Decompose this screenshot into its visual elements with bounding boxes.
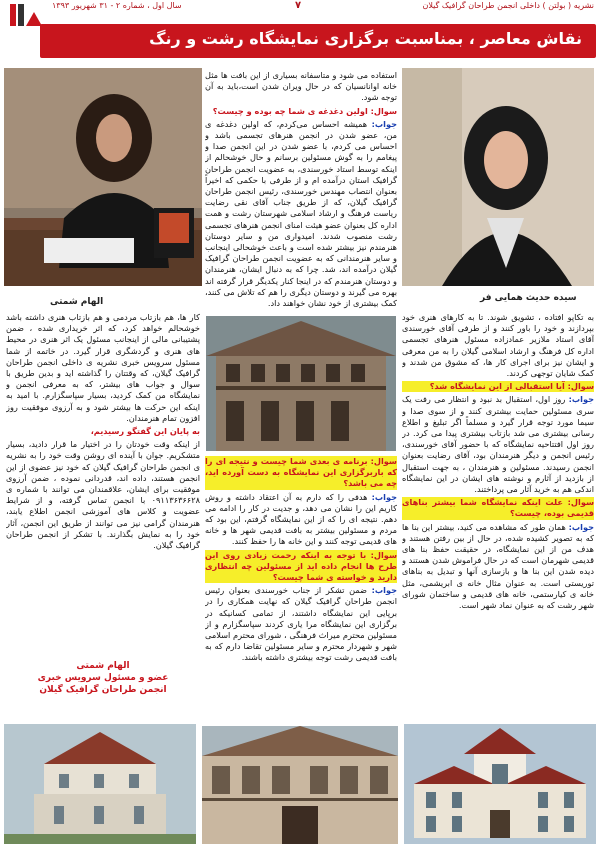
painting-bottom-middle	[202, 726, 398, 844]
answer-paragraph	[205, 585, 397, 663]
article-column-middle-top	[205, 70, 397, 310]
question-heading: سوال: برنامه ی بعدی شما چیست و نتیجه ای را که باربرگزاری این نمایشگاه به دست آورده اید، چه می باشد؟	[205, 456, 397, 489]
portrait-photo-right	[402, 68, 594, 286]
article-column-left-bottom	[6, 312, 200, 652]
painting-bottom-right	[404, 724, 596, 844]
page-number: ۷	[295, 0, 302, 11]
issue-info: سال اول ، شماره ۲ - ۳۱ شهریور ۱۳۹۳	[52, 1, 182, 10]
answer-label: جواب:	[568, 521, 594, 532]
photo-caption-right: سیده حدیث همایی فر	[476, 292, 581, 304]
author-title: عضو و مسئول سرویس خبری	[37, 673, 169, 683]
answer-label: جواب:	[568, 394, 594, 405]
answer-text: روز اول، استقبال بد نبود و انتظار می رفت یک سری مسئولین حمایت بیشتری کنند و از سوی صدا و سیما مورد توجه قرار گیرد و مسلماً اگر تبلیغ و اطلاع رسانی بیشتری می شد بازتاب بیشتری پیدا می کرد. در روز اول افتتاحیه نمایشگاه که با حضور آقای خورسندی، رئیس انجمن و دیگر هنرمندان بود، آقای رضایت بعنوان انجمن رسیدند. مسئولین و هنرمندان ، به جهت استقبال از بازدید از آثارم و نوشته های ایشان در این نمایشگاه اندکی هم به خرید آثار می پرداختند.	[402, 394, 594, 495]
answer-paragraph	[402, 522, 594, 612]
paragraph: کار ها، هم بازتاب مردمی و هم بازتاب هنری داشته باشد خوشحالم خواهد کرد، که اثر خریداری شده ، ضمن پشتیبانی مالی از اینجانب مسئول یک اثر هنری در محیط های هنری و گردشگری قرار گیرد. در خاتمه از شما مسئول سرویس خبری نشریه ی داخلی انجمن طراحان گرافیک گیلان، که وقتتان را گذاشته اید و بدین طریق با سوال و جواب های بیشتر، که به معرفی انجمن و نمایشگاه من کمک کردید، بسیار سپاسگزارم. با امید به اینکه این حرکت ها بیشتر شود و به آرزوی موفقیت روز افزون تمام هنرمندان.	[6, 312, 200, 423]
author-org: انجمن طراحان گرافیک گیلان	[39, 685, 167, 695]
painting-bottom-left	[4, 724, 196, 844]
question-heading: به پایان این گفتگو رسیدیم،	[90, 426, 200, 437]
portrait-photo-left	[4, 68, 202, 286]
author-name: الهام شمتی	[76, 661, 130, 671]
answer-paragraph	[205, 492, 397, 548]
question-heading: سوال: علت اینکه نمایشگاه شما بیشتر بناهای قدیمی بوده، چیست؟	[402, 497, 594, 519]
paragraph: به تکاپو افتاده ، تشویق شوند. تا به کارهای هنری خود بپردازند و خود را باور کنند و از طرفی آقای خورسندی آقای استاد ملازیر عماد‌زاده مسئول هنرهای تجسمی اداره کل فرهنگ و ارشاد اسلامی گیلان را به من معرفی و ایشان نیز برای اجرای کار ها، که مشوق من شدند و کمک شایان توجهی کردند.	[402, 312, 594, 379]
answer-text: هدفی را که دارم به آن اعتقاد داشته و روش کاریم این را نشان می دهد، و جدیت در کار را ادامه می دهم. نتیجه ای را که از این نمایشگاه گرفتم، این بود که مردم و مسئولین بیشتر به بافت قدیمی شهر ها و خانه های قدیمی توجه کنند و این خانه ها را حفظ کنند.	[205, 491, 397, 547]
question-heading: سوال: آیا استقبالی از این نمایشگاه شد؟	[402, 381, 594, 392]
logo-icon	[8, 2, 44, 30]
page-header	[0, 0, 600, 14]
author-signature	[6, 660, 200, 696]
question-heading: سوال: با توجه به اینکه رحمت زیادی روی این طرح ها انجام داده اید از مسئولین چه انتظاری دارید و خواسته ی شما چیست؟	[205, 549, 397, 583]
answer-label: جواب:	[371, 118, 397, 129]
paragraph: از اینکه وقت خودتان را در اختیار ما قرار دادید، بسیار متشکریم. جوان با آینده ای روشن وقت خود را به نشریه ی انجمن طراحان گرافیک گیلان که خود نیز عضوی از این انجمن هستند، داده اند، قدردانی نموده ، ضمن آرزوی موفقیت برای ایشان، علاقمندان می توانند با شماره ی ۰۹۱۱۳۶۳۶۶۲۸ با انجمن تماس گرفته، و از شرایط عضویت و کلاس های آموزشی انجمن اطلاع یابند، هنرمندان گرامی نیز می توانند از طریق این انجمن، آثار خود را به نمایش بگذارند. با تشکر از انجمن طراحان گرافیک گیلان.	[6, 439, 200, 551]
article-title-bar	[40, 24, 596, 58]
answer-paragraph	[205, 119, 397, 309]
question-heading: سوال: اولین دغدغه ی شما چه بوده و چیست؟	[212, 105, 397, 116]
answer-text: همان طور که مشاهده می کنید، بیشتر این بنا ها که به تصویر کشیده شده، در حال از بین رفتن هستند و هدف من از این نمایشگاه، در حقیقت حفظ بنا های قدیمی شهرمان است که در حال فراموش شدن هستند و دیده شدن این بنا ها و بازسازی آنها و تبدیل به بناهای توریستی است. به عنوان مثال خانه ی ابریشمی، مثل خانه ی کیارستمی، خانه های قدیمی و ساختمان شورای شهر رشت که به عنوان نماد شهر است.	[402, 521, 594, 611]
building-photo-middle	[206, 316, 396, 451]
answer-text: ضمن تشکر از جناب خورسندی بعنوان رئیس انجمن طراحان گرافیک گیلان که نهایت همکاری را در برپایی این نمایشگاه داشتند، از تمامی کسانیکه در برگزاری این نمایشگاه مرا یاری کردند سپاسگزارم و از مسئولین محترم میراث فرهنگی ، شورای محترم اسلامی شهر و شهردار محترم و سایر مسئولین تقاضا دارم که به بافت قدیمی رشت توجه بیشتری داشته باشند.	[205, 585, 397, 663]
paragraph: استفاده می شود و متاسفانه بسیاری از این بافت ها مثل خانه اوانانسیان که در حال ویران شدن است،باید به آن توجه شود.	[205, 70, 397, 103]
article-column-middle-mid	[205, 456, 397, 718]
answer-label: جواب:	[371, 585, 397, 596]
publication-name: نشریه ( بولتن ) داخلی انجمن طراحان گرافیک گیلان	[422, 1, 594, 10]
answer-label: جواب:	[371, 491, 397, 502]
photo-caption-left: الهام شمتی	[46, 296, 107, 308]
answer-paragraph	[402, 394, 594, 495]
article-column-right-bottom	[402, 312, 594, 718]
answer-text: همیشه احساس می‌کردم، که اولین دغدغه ی من، عضو شدن در انجمن هنرهای تجسمی باشد و احساس می کردم، با عضو شدن در این انجمن صدا و پیغامم را به گوش مسئولین برسانم و حال خوشحالم از اینکه توسط استاد خورسندی، به عضویت انجمن طراحان گرافیک استان درآمده ام و از طرفی با حکمی که اخیراً بعنوان انتصاب مهندس خورسندی، رئیس انجمن طراحان گرافیک گیلان، که از طریق جناب آقای نقی رضایت ریاست فرهنگ و ارشاد اسلامی شهرستان رشت و همت اداره کل بعنوان عضو هیئت امنای انجمن هنرهای تجسمی رشت منصوب شدند. امیدواری من و سایر دوستان هنرمندم نیز بیشتر شده است و باعث خوشحالی اینجانب و سایر هنرمندانی که به عضویت انجمن طراحان گرافیک گیلان درآمده اند، شد. چرا که به دنبال ایشان، هنرمندان و دوستان هنرمندم که در اینجا کنار یکدیگر قرار گرفته اند بهره می گیرند و دوستان دیگری را هم که تلاش می کنند، کمک بیشتری از خود نشان خواهند داد.	[205, 118, 397, 309]
article-title: نقاش معاصر ، بمناسبت برگزاری نمایشگاه رشت و رنگ	[149, 29, 582, 48]
